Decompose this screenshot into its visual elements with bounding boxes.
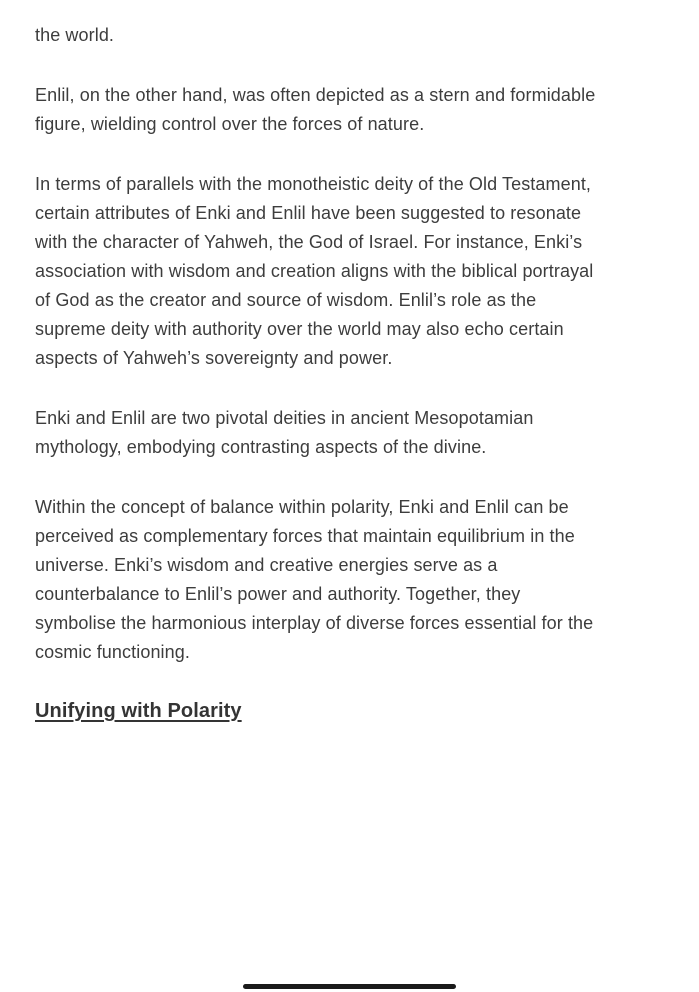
article-body: [35, 21, 664, 724]
paragraph: [35, 404, 664, 462]
text-line: Within the concept of balance within polarity, Enki and Enlil can be: [35, 497, 569, 517]
text-line: counterbalance to Enlil’s power and authority. Together, they: [35, 584, 521, 604]
text-line: Enki and Enlil are two pivotal deities in ancient Mesopotamian: [35, 408, 534, 428]
text-line: the world.: [35, 25, 115, 45]
paragraph: [35, 170, 664, 373]
text-line: universe. Enki’s wisdom and creative energies serve as a: [35, 555, 498, 575]
text-line: supreme deity with authority over the world may also echo certain: [35, 319, 564, 339]
paragraph: [35, 21, 664, 50]
text-line: association with wisdom and creation aligns with the biblical portrayal: [35, 261, 594, 281]
text-line: of God as the creator and source of wisdom. Enlil’s role as the: [35, 290, 537, 310]
text-line: certain attributes of Enki and Enlil have been suggested to resonate: [35, 203, 582, 223]
home-indicator-bar[interactable]: [243, 984, 456, 989]
text-line: figure, wielding control over the forces of nature.: [35, 114, 425, 134]
text-line: Enlil, on the other hand, was often depicted as a stern and formidable: [35, 85, 596, 105]
text-line: In terms of parallels with the monotheistic deity of the Old Testament,: [35, 174, 592, 194]
text-line: cosmic functioning.: [35, 642, 190, 662]
paragraph: [35, 81, 664, 139]
text-line: mythology, embodying contrasting aspects of the divine.: [35, 437, 487, 457]
section-heading: Unifying with Polarity: [35, 700, 242, 722]
paragraph: [35, 493, 664, 667]
text-line: perceived as complementary forces that maintain equilibrium in the: [35, 526, 575, 546]
text-line: with the character of Yahweh, the God of Israel. For instance, Enki’s: [35, 232, 583, 252]
text-line: aspects of Yahweh’s sovereignty and power.: [35, 348, 393, 368]
text-line: symbolise the harmonious interplay of diverse forces essential for the: [35, 613, 594, 633]
